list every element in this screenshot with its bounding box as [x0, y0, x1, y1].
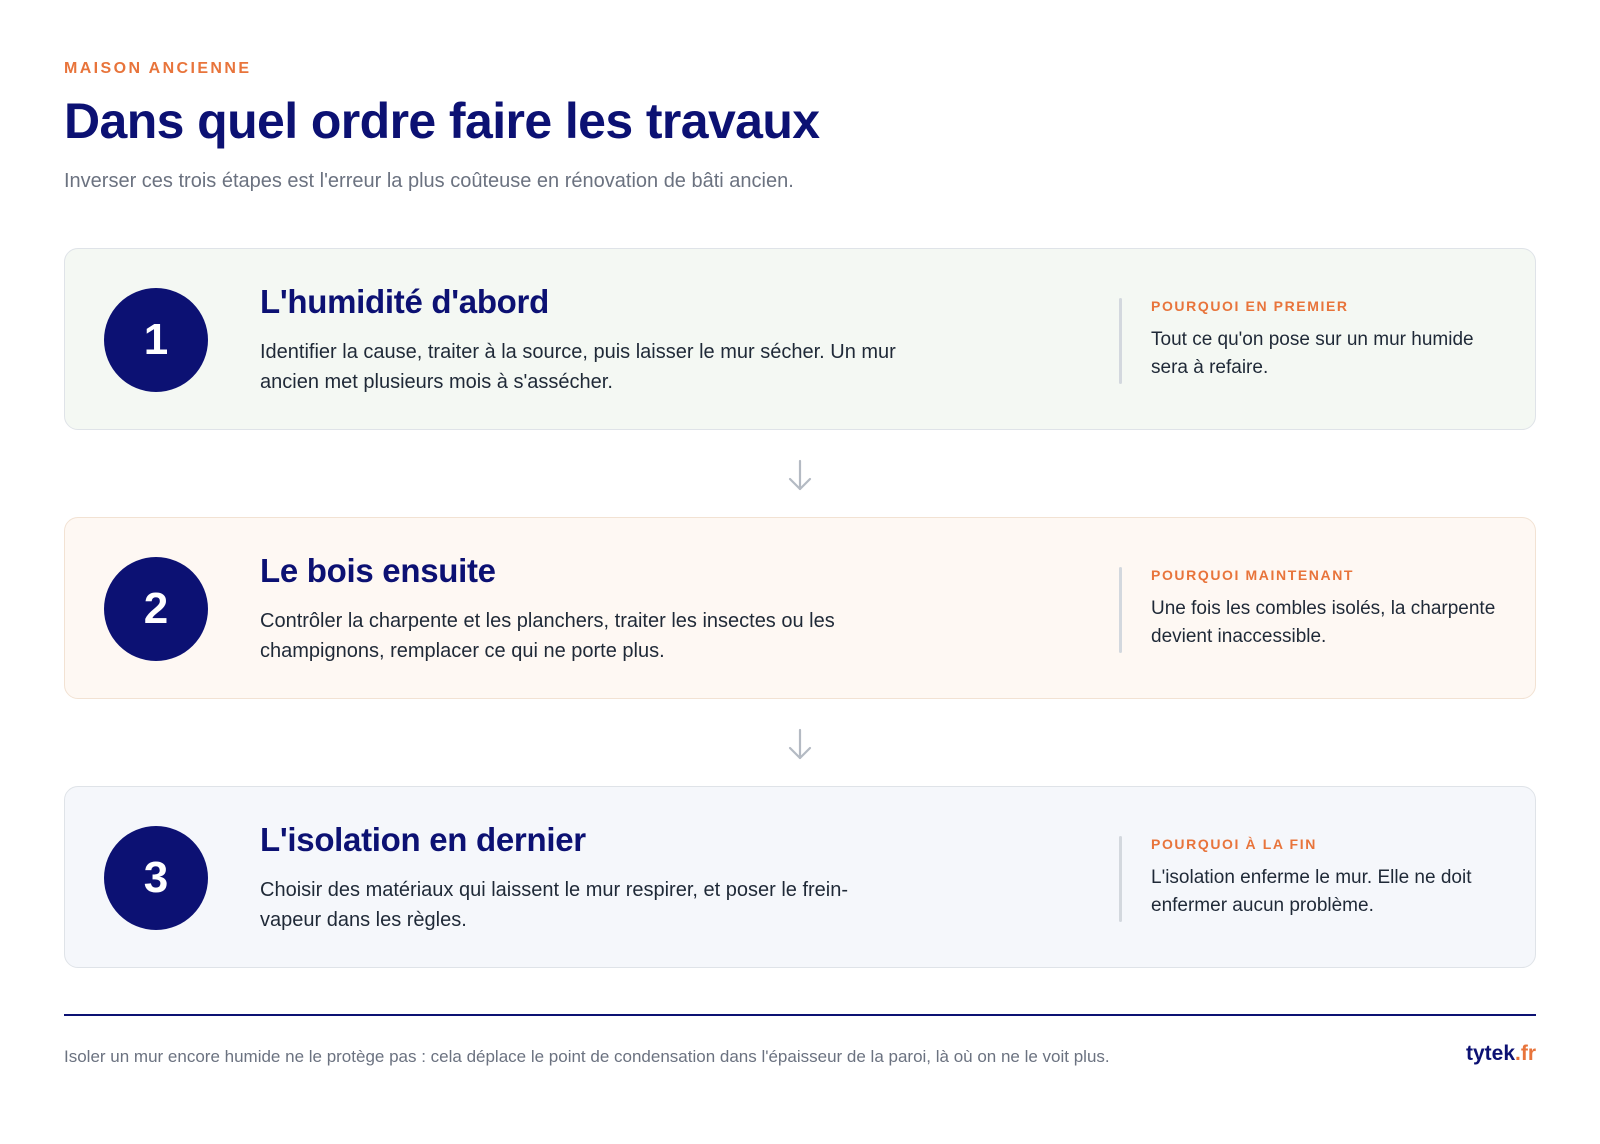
kicker: MAISON ANCIENNE — [64, 60, 252, 77]
infographic — [64, 0, 1536, 1144]
brand-tld: .fr — [1515, 1042, 1536, 1065]
step-card-2 — [64, 517, 1536, 699]
vertical-divider — [1119, 298, 1122, 384]
why-text: Tout ce qu'on pose sur un mur humide sera à refaire. — [1151, 329, 1474, 378]
why-label: POURQUOI À LA FIN — [1151, 836, 1317, 852]
arrow-down-icon — [784, 727, 816, 763]
step-description: Contrôler la charpente et les planchers, traiter les insectes ou les champignons, remplacer ce qui ne porte plus. — [260, 610, 835, 662]
brand-logo — [1466, 1042, 1536, 1066]
step-description: Choisir des matériaux qui laissent le mur respirer, et poser le frein-vapeur dans les règles. — [260, 879, 849, 931]
step-number-badge: 2 — [104, 557, 208, 661]
why-label: POURQUOI MAINTENANT — [1151, 567, 1355, 583]
step-title: Le bois ensuite — [260, 552, 496, 589]
page-subtitle: Inverser ces trois étapes est l'erreur la plus coûteuse en rénovation de bâti ancien. — [64, 170, 794, 192]
vertical-divider — [1119, 567, 1122, 653]
step-card-3 — [64, 786, 1536, 968]
footer-rule — [64, 1014, 1536, 1016]
brand-name: tytek — [1465, 1042, 1515, 1065]
vertical-divider — [1119, 836, 1122, 922]
why-label: POURQUOI EN PREMIER — [1151, 298, 1349, 314]
step-number-badge: 3 — [104, 826, 208, 930]
footer-note: Isoler un mur encore humide ne le protège pas : cela déplace le point de condensation dans l'épaisseur de la paroi, là où on ne le voit plus. — [64, 1047, 1110, 1066]
step-title: L'humidité d'abord — [260, 283, 549, 320]
why-text: Une fois les combles isolés, la charpente devient inaccessible. — [1151, 598, 1496, 647]
step-title: L'isolation en dernier — [260, 821, 586, 858]
step-description: Identifier la cause, traiter à la source, puis laisser le mur sécher. Un mur ancien met plusieurs mois à s'assécher. — [260, 341, 896, 393]
step-card-1 — [64, 248, 1536, 430]
page-title: Dans quel ordre faire les travaux — [64, 93, 820, 149]
step-number-badge: 1 — [104, 288, 208, 392]
why-text: L'isolation enferme le mur. Elle ne doit enfermer aucun problème. — [1151, 867, 1472, 916]
arrow-down-icon — [784, 458, 816, 494]
